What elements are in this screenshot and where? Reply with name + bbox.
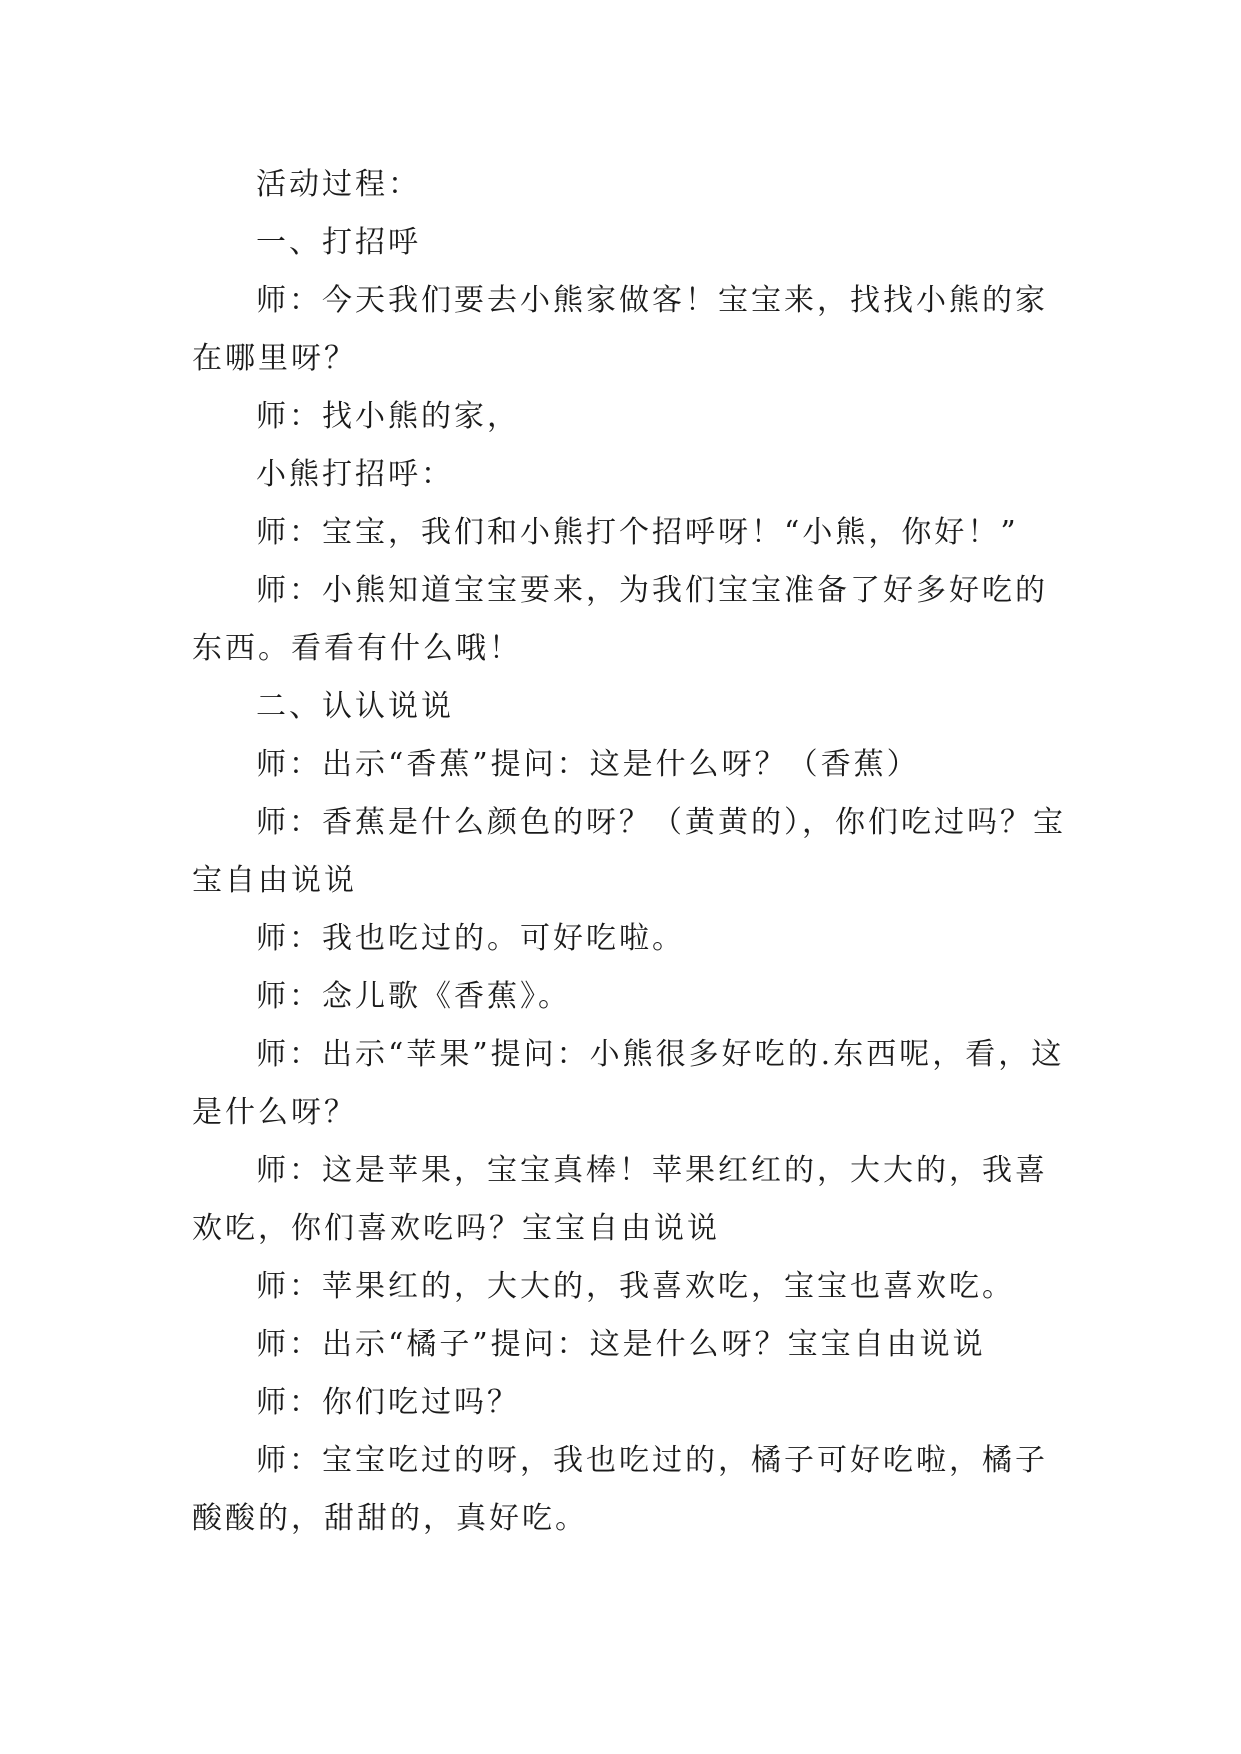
paragraph: 师：找小熊的家， bbox=[256, 399, 520, 434]
paragraph: 小熊打招呼： bbox=[256, 457, 454, 492]
paragraph: 师：这是苹果，宝宝真棒！苹果红红的，大大的，我喜欢吃，你们喜欢吃吗？宝宝自由说说 bbox=[192, 1153, 1048, 1246]
paragraph: 师：念儿歌《香蕉》。 bbox=[256, 979, 571, 1014]
section-heading-greeting: 一、打招呼 bbox=[256, 225, 421, 260]
paragraph: 师：我也吃过的。可好吃啦。 bbox=[256, 921, 685, 956]
paragraph-activity-process: 活动过程： bbox=[256, 167, 421, 202]
section-heading-recognize: 二、认认说说 bbox=[256, 689, 454, 724]
paragraph: 师：出示“苹果”提问：小熊很多好吃的.东西呢，看，这是什么呀？ bbox=[192, 1037, 1065, 1130]
paragraph: 师：你们吃过吗？ bbox=[256, 1385, 520, 1420]
paragraph: 师：今天我们要去小熊家做客！宝宝来，找找小熊的家在哪里呀？ bbox=[192, 283, 1048, 376]
paragraph: 师：宝宝，我们和小熊打个招呼呀！“小熊，你好！” bbox=[256, 515, 1019, 550]
paragraph: 师：出示“香蕉”提问：这是什么呀？（香蕉） bbox=[256, 747, 920, 782]
paragraph: 师：苹果红的，大大的，我喜欢吃，宝宝也喜欢吃。 bbox=[256, 1269, 1015, 1304]
document-body bbox=[192, 156, 1072, 1548]
paragraph: 师：小熊知道宝宝要来，为我们宝宝准备了好多好吃的东西。看看有什么哦！ bbox=[192, 573, 1048, 666]
paragraph: 师：出示“橘子”提问：这是什么呀？宝宝自由说说 bbox=[256, 1327, 986, 1362]
paragraph: 师：香蕉是什么颜色的呀？（黄黄的），你们吃过吗？宝宝自由说说 bbox=[192, 805, 1066, 898]
paragraph: 师：宝宝吃过的呀，我也吃过的，橘子可好吃啦，橘子酸酸的，甜甜的，真好吃。 bbox=[192, 1443, 1048, 1536]
